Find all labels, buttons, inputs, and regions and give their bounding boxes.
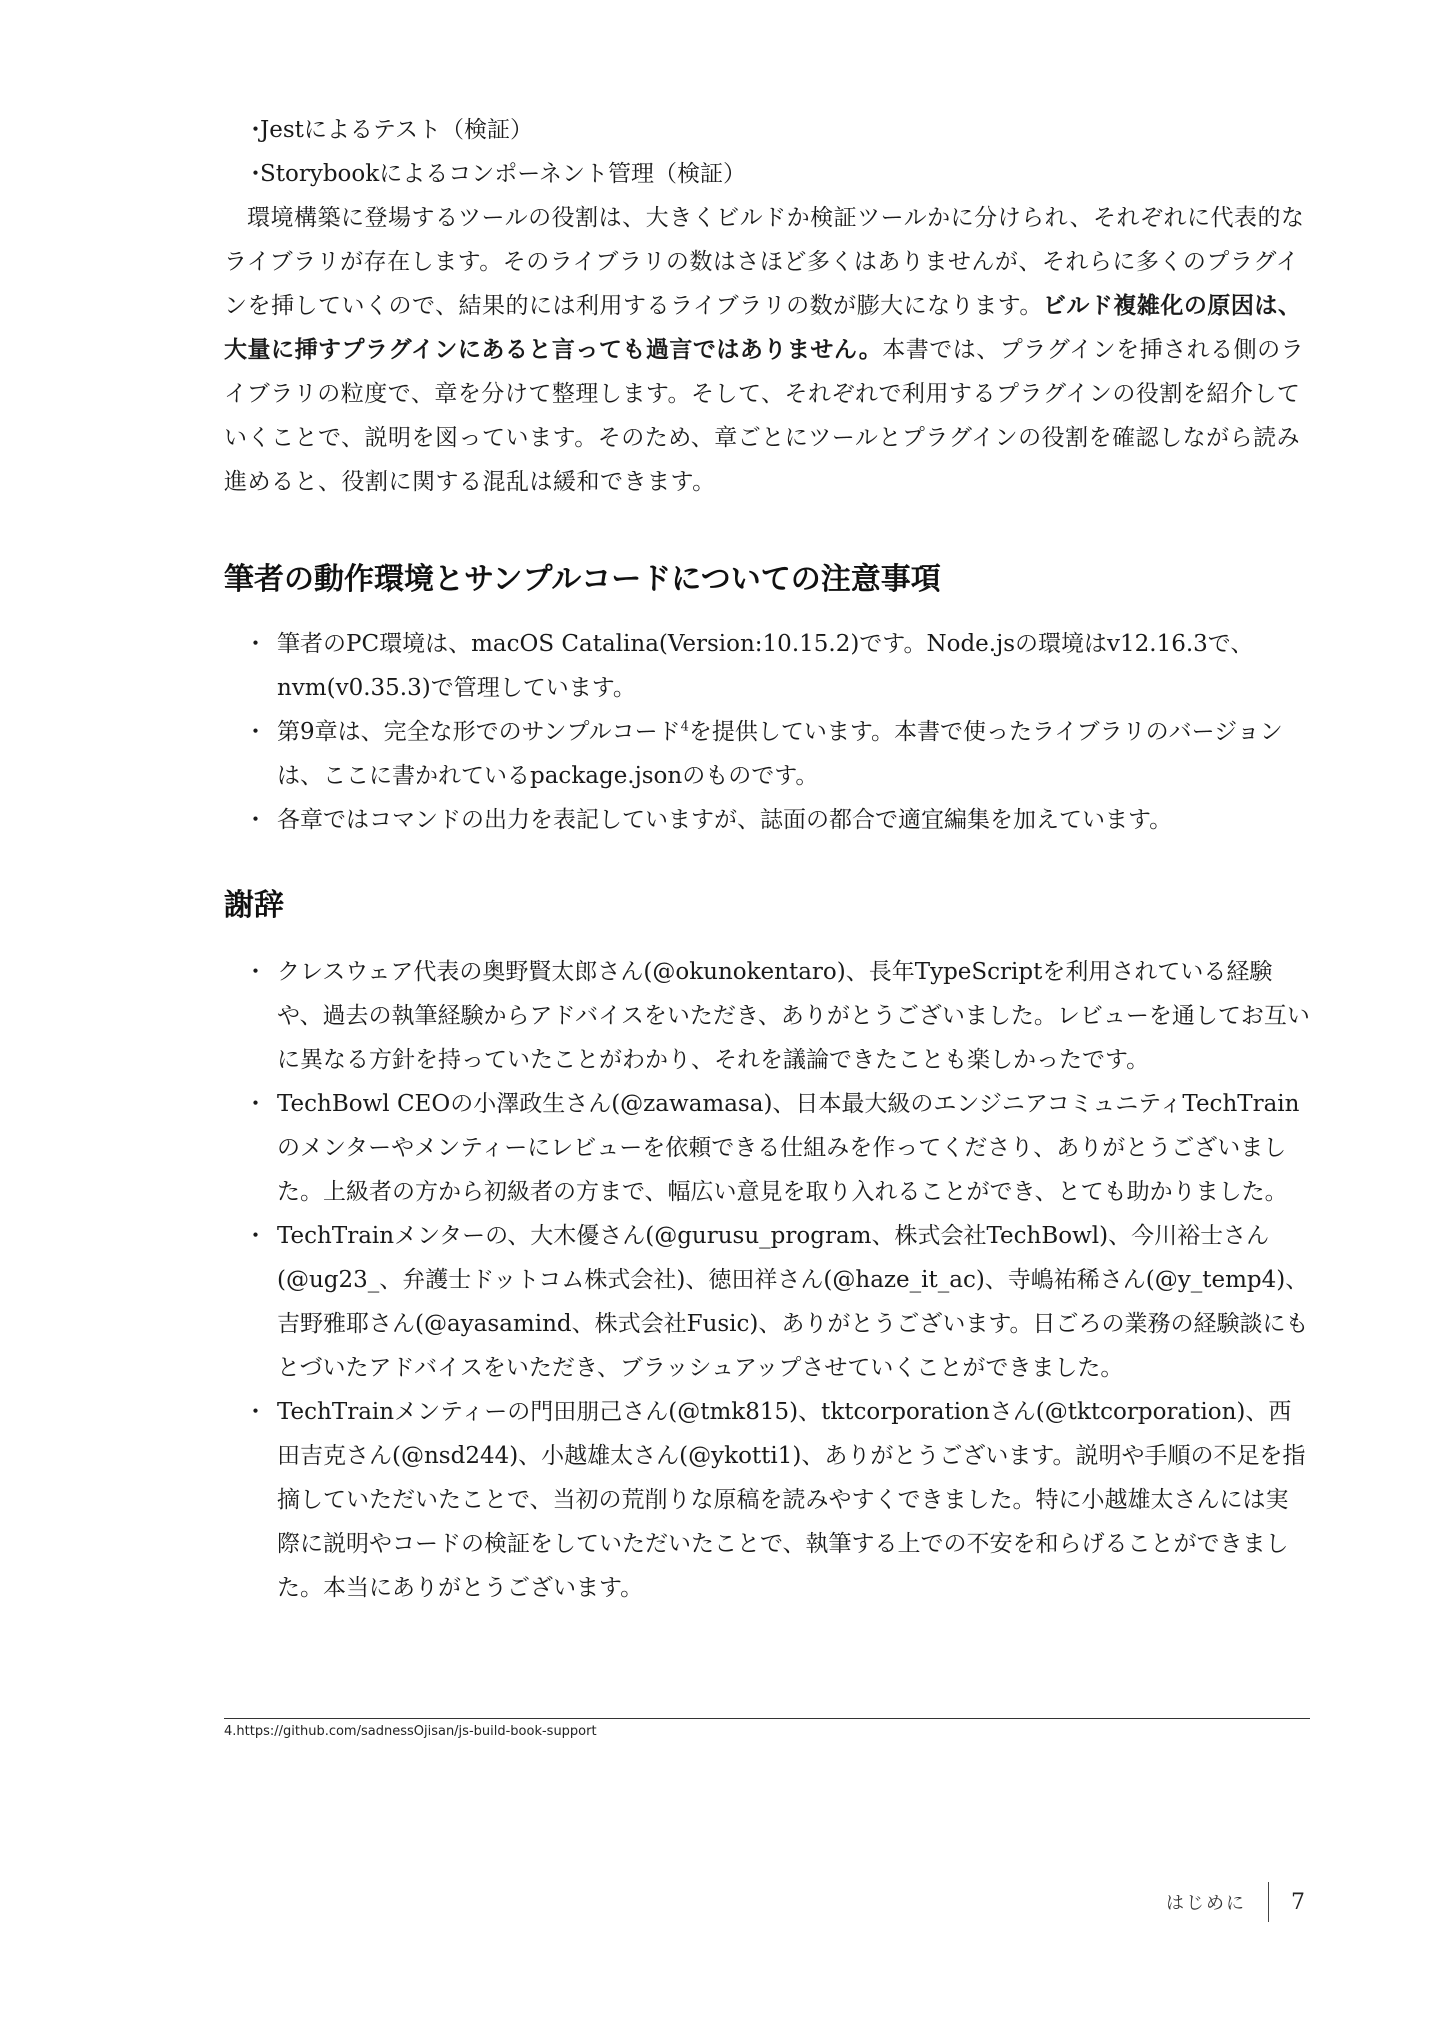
footnote: 4.https://github.com/sadnessOjisan/js-build-book-support — [224, 1724, 597, 1739]
footnote-divider — [224, 1718, 1310, 1719]
footer-divider — [1268, 1882, 1269, 1922]
intro-text-after: 本書では、プラグインを挿される側のライブラリの粒度で、章を分けて整理します。そして、それぞれで利用するプラグインの役割を紹介していくことで、説明を図っています。そのため、章ごとにツールとプラグインの役割を確認しながら読み進めると、役割に関する混乱は緩和できます。 — [224, 337, 1305, 495]
intro-paragraph — [224, 196, 1310, 504]
footer-section-title: はじめに — [1166, 1893, 1246, 1914]
intro-text-bold: ビルド複雑化の原因は、大量に挿すプラグインにあると言っても過言ではありません。 — [224, 293, 1302, 363]
thanks-list — [224, 950, 1310, 1610]
footnote-ref: 4 — [680, 719, 689, 735]
notes-item-environment: ・ 筆者のPC環境は、macOS Catalina(Version:10.15.2)です。Node.jsの環境はv12.16.3で、nvm(v0.35.3)で管理しています。 — [224, 622, 1310, 710]
thanks-item: ・ TechTrainメンティーの門田朋己さん(@tmk815)、tktcorporationさん(@tktcorporation)、西田吉克さん(@nsd244)、小越雄太さん(@ykotti1)、ありがとうございます。説明や手順の不足を指摘していただいたことで、当初の荒削りな原稿を読みやすくできました。特に小越雄太さんには実際に説明やコードの検証をしていただいたことで、執筆する上での不安を和らげることができました。本当にありがとうございます。 — [224, 1390, 1310, 1610]
intro-bullet-jest: ・ Jestによるテスト（検証） — [224, 108, 1310, 152]
page-content — [224, 108, 1310, 1610]
notes-item-sample-code — [224, 710, 1310, 798]
notes-item-output: ・ 各章ではコマンドの出力を表記していますが、誌面の都合で適宜編集を加えています。 — [224, 798, 1310, 842]
notes-heading: 筆者の動作環境とサンプルコードについての注意事項 — [224, 562, 941, 597]
page-footer — [1166, 1882, 1305, 1922]
thanks-item: ・ クレスウェア代表の奥野賢太郎さん(@okunokentaro)、長年TypeScriptを利用されている経験や、過去の執筆経験からアドバイスをいただき、ありがとうございました。レビューを通してお互いに異なる方針を持っていたことがわかり、それを議論できたことも楽しかったです。 — [224, 950, 1310, 1082]
notes-list — [224, 622, 1310, 842]
intro-bullet-storybook: ・ Storybookによるコンポーネント管理（検証） — [224, 152, 1310, 196]
thanks-heading: 謝辞 — [224, 888, 284, 923]
notes-item-sample-code-text: 第9章は、完全な形でのサンプルコード — [277, 719, 681, 745]
thanks-item: ・ TechTrainメンターの、大木優さん(@gurusu_program、株式会社TechBowl)、今川裕士さん(@ug23_、弁護士ドットコム株式会社)、徳田祥さん(@haze_it_ac)、寺嶋祐稀さん(@y_temp4)、吉野雅耶さん(@ayasamind、株式会社Fusic)、ありがとうございます。日ごろの業務の経験談にもとづいたアドバイスをいただき、ブラッシュアップさせていくことができました。 — [224, 1214, 1310, 1390]
page-number: 7 — [1291, 1889, 1305, 1915]
notes-item-sample-code-rest: を提供しています。本書で使ったライブラリのバージョンは、ここに書かれているpackage.jsonのものです。 — [277, 719, 1283, 789]
thanks-item: ・ TechBowl CEOの小澤政生さん(@zawamasa)、日本最大級のエンジニアコミュニティTechTrainのメンターやメンティーにレビューを依頼できる仕組みを作ってくださり、ありがとうございました。上級者の方から初級者の方まで、幅広い意見を取り入れることができ、とても助かりました。 — [224, 1082, 1310, 1214]
intro-text-before: 環境構築に登場するツールの役割は、大きくビルドか検証ツールかに分けられ、それぞれに代表的なライブラリが存在します。そのライブラリの数はさほど多くはありませんが、それらに多くのプラグインを挿していくので、結果的には利用するライブラリの数が膨大になります。 — [224, 205, 1305, 319]
intro-bullet-list — [224, 108, 1310, 196]
